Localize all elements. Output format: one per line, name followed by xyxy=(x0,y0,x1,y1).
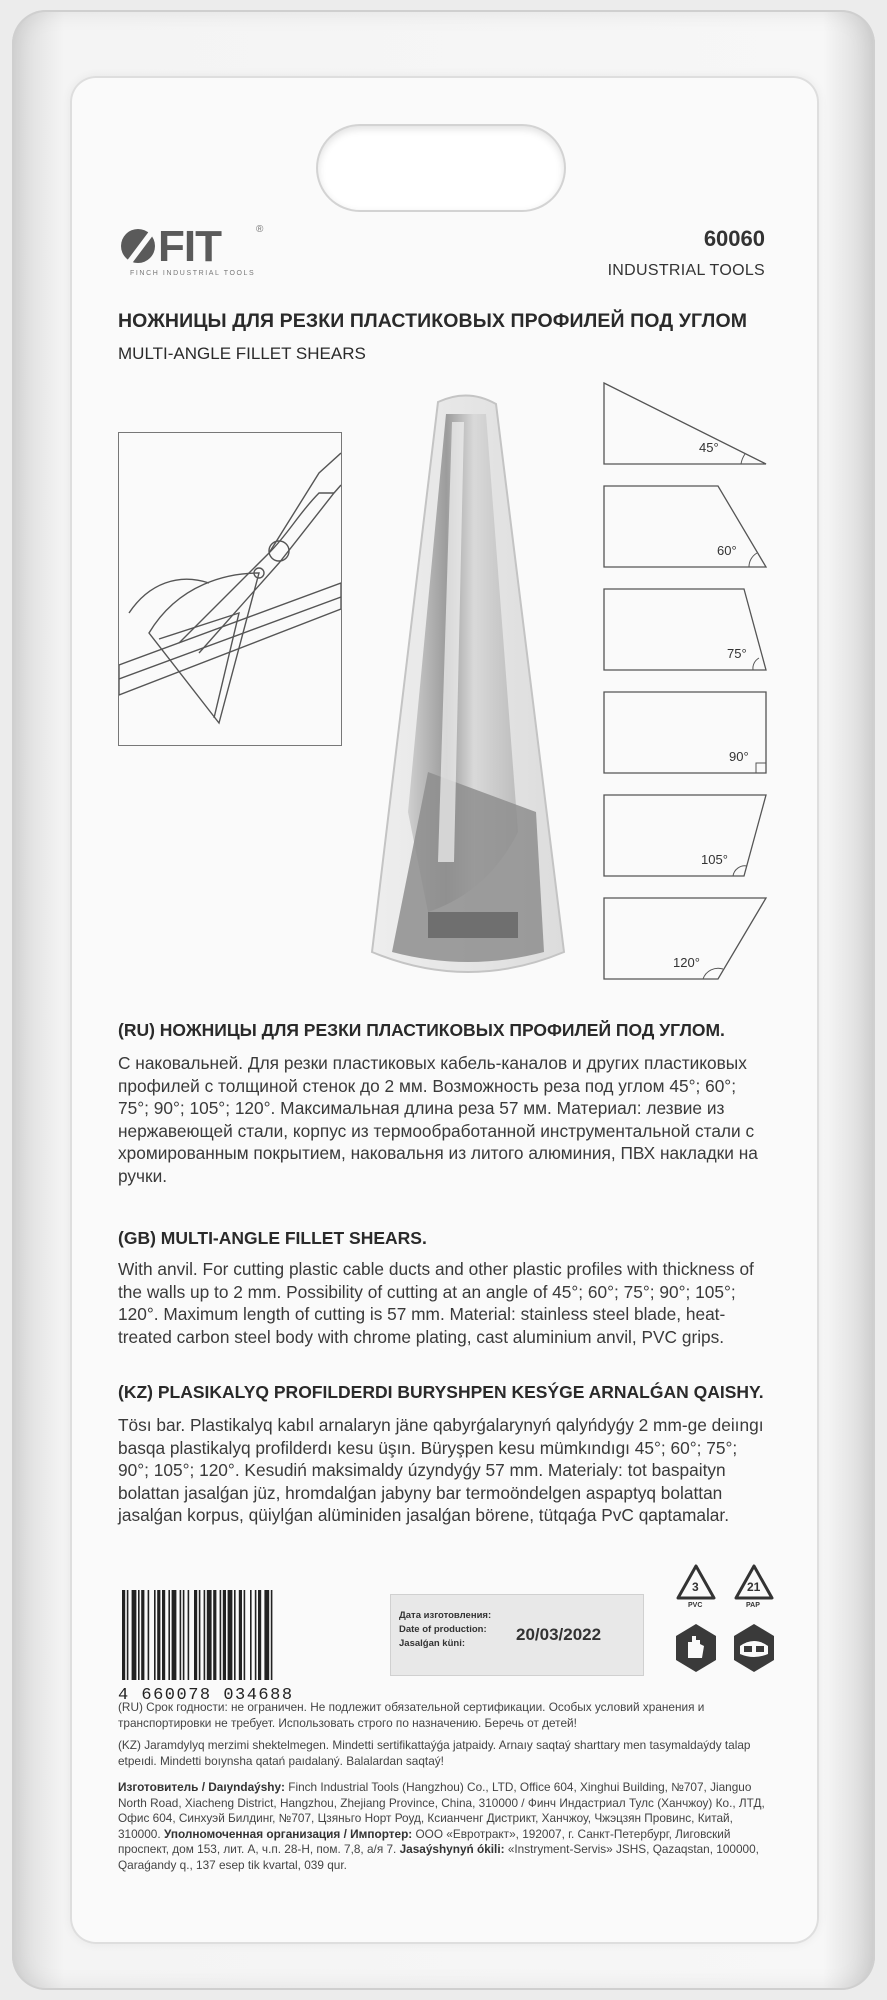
angle-template-120 xyxy=(603,897,768,981)
hang-hole xyxy=(318,126,564,210)
fine-print-ru: (RU) Срок годности: не ограничен. Не подлежит обязательной сертификации. Особых условий хранения и транспортировки не требует. Использовать строго по назначению. Беречь от детей! xyxy=(118,1700,705,1730)
maker-text: Finch Industrial Tools (Hangzhou) Co., LTD, Office 604, Xinghui Building, №707, Jianguo North Road, Xiacheng District, Hangzhou, Zhejiang Province, China, 310000 / Финч Индастриал Тулс (Ханчжоу) Ко., ЛТД, Офис 604, Синхуэй Билдинг, №707, Цзяньго Норт Роуд, Ксианченг Дистрикт, Ханчжоу, Чжэцзян Провинс, Китай, 310000. xyxy=(118,1780,765,1841)
barcode-bar xyxy=(264,1590,269,1680)
kz-rep-text: «Instryment-Servis» JSHS, Qazaqstan, 100000, Qaraǵandy q., 137 esep tik kvartal, 039 qur. xyxy=(118,1842,759,1872)
shears-usage-illustration xyxy=(119,433,341,745)
barcode-bar xyxy=(258,1590,261,1680)
product-title-en: MULTI-ANGLE FILLET SHEARS xyxy=(118,344,366,363)
production-label-kz: Jasalǵan küni: xyxy=(399,1638,465,1649)
angle-label-90: 90° xyxy=(729,749,749,764)
brand-logo xyxy=(118,222,278,278)
product-category: INDUSTRIAL TOOLS xyxy=(607,262,765,279)
logo-subtitle: FINCH INDUSTRIAL TOOLS xyxy=(130,270,256,277)
barcode-bar xyxy=(183,1590,185,1680)
production-label-en: Date of production: xyxy=(399,1624,487,1635)
barcode-bar xyxy=(127,1590,129,1680)
recycle-pvc-number: 3 xyxy=(692,1580,699,1594)
barcode xyxy=(118,1590,368,1710)
barcode-bar xyxy=(204,1590,206,1680)
recycle-pap-number: 21 xyxy=(747,1580,761,1594)
barcode-bar xyxy=(148,1590,150,1680)
angle-label-105: 105° xyxy=(701,852,728,867)
barcode-bar xyxy=(244,1590,246,1680)
fine-print-kz: (KZ) Jaramdylyq merzimi shektelmegen. Mindetti sertifikattaýǵa jatpaidy. Arnaıy saqtaý sharttary men tasymaldaýdy talap etpeıdi. Mindetti boıynsha qatań paıdalaný. Balalardan saqtaý! xyxy=(118,1738,751,1768)
recycling-icons xyxy=(670,1560,782,1690)
production-label-ru: Дата изготовления: xyxy=(399,1610,492,1621)
production-date-labels xyxy=(399,1609,491,1651)
logo-text: FIT xyxy=(158,222,221,271)
barcode-bar xyxy=(154,1590,156,1680)
barcode-bar xyxy=(255,1590,257,1680)
usage-diagram xyxy=(118,432,342,746)
angle-template-90 xyxy=(603,691,768,775)
angle-label-60: 60° xyxy=(717,543,737,558)
barcode-bar xyxy=(188,1590,190,1680)
eye-protection-icon xyxy=(734,1624,774,1672)
recycle-pap-label: PAP xyxy=(746,1602,760,1609)
production-date-box xyxy=(390,1594,644,1676)
importer-label: Уполномоченная организация / Импортер: xyxy=(163,1826,413,1841)
section-body-ru: С наковальней. Для резки пластиковых кабель-каналов и других пластиковых профилей с толщиной стенок до 2 мм. Возможность реза под углом 45°; 60°; 75°; 90°; 105°; 120°. Максимальная длина реза 57 мм. Материал: лезвие из нержавеющей стали, корпус из термообработанной инструментальной стали с хромированным покрытием, наковальня из литого алюминия, ПВХ накладки на ручки. xyxy=(118,1053,758,1186)
angle-template-105 xyxy=(603,794,768,878)
angle-label-45: 45° xyxy=(699,440,719,455)
section-title-gb: (GB) MULTI-ANGLE FILLET SHEARS. xyxy=(118,1228,427,1248)
barcode-bar xyxy=(122,1590,125,1680)
barcode-bar xyxy=(157,1590,160,1680)
section-title-ru: (RU) НОЖНИЦЫ ДЛЯ РЕЗКИ ПЛАСТИКОВЫХ ПРОФИЛЕЙ ПОД УГЛОМ. xyxy=(118,1020,725,1040)
angle-label-75: 75° xyxy=(727,646,747,661)
barcode-bar xyxy=(207,1590,212,1680)
barcode-bar xyxy=(194,1590,197,1680)
shears-product-image xyxy=(368,392,568,986)
barcode-bar xyxy=(180,1590,182,1680)
product-title-ru: НОЖНИЦЫ ДЛЯ РЕЗКИ ПЛАСТИКОВЫХ ПРОФИЛЕЙ ПОД УГЛОМ xyxy=(118,310,748,332)
fine-print-legal xyxy=(118,1780,770,1873)
logo-icon xyxy=(118,224,158,268)
maker-label: Изготовитель / Daıyndaýshy: xyxy=(118,1780,285,1794)
importer-text: ООО «Евротракт», 192007, г. Санкт-Петербург, Лиговский проспект, дом 153, лит. А, ч.п. 28-Н, пом. 7,8, а/я 7. xyxy=(118,1826,731,1856)
angle-template-75 xyxy=(603,588,768,672)
barcode-bar xyxy=(220,1590,222,1680)
kz-rep-label: Jasaýshynyń ókili: xyxy=(399,1842,505,1856)
logo-registered: ® xyxy=(256,224,264,235)
angle-template-45 xyxy=(603,382,768,466)
barcode-bar xyxy=(213,1590,216,1680)
section-body-kz: Tösı bar. Plastikalyq kabıl arnalaryn jäne qabyrǵalarynyń qalyńdyǵy 2 mm-ge deiıngı basqa plastikalyq profilderdı kesu üşın. Büryşpen kesu mümkındıgı 45°; 60°; 75°; 90°; 105°; 120°. Kesudiń maksimaldy úzyndyǵy 57 mm. Materialy: tot baspaityn bolattan jasalǵan jüz, hromdalǵan jabyny bar termoöndelgen aspaptyq bolattan jasalǵan korpus, qüiylǵan alüminiden jasalǵan börene, tütqaǵa PvC qaptamalar. xyxy=(118,1415,764,1525)
shears-blade-image xyxy=(368,392,568,986)
angle-templates xyxy=(603,382,768,1000)
barcode-bar xyxy=(223,1590,226,1680)
angle-label-120: 120° xyxy=(673,955,700,970)
barcode-bars xyxy=(118,1590,368,1682)
barcode-bar xyxy=(168,1590,170,1680)
barcode-bar xyxy=(162,1590,165,1680)
article-number: 60060 xyxy=(703,226,765,251)
angle-template-60 xyxy=(603,485,768,569)
section-title-kz: (KZ) PLASIKALYQ PROFILDERDI BURYSHPEN KESÝGE ARNALǴAN QAISHY. xyxy=(118,1382,764,1402)
barcode-bar xyxy=(250,1590,252,1680)
production-date: 20/03/2022 xyxy=(516,1625,602,1644)
hand-protection-icon xyxy=(676,1624,716,1672)
barcode-bar xyxy=(172,1590,177,1680)
barcode-bar xyxy=(132,1590,137,1680)
recycle-pvc-label: PVC xyxy=(688,1602,703,1609)
barcode-bar xyxy=(239,1590,242,1680)
section-body-gb: With anvil. For cutting plastic cable ducts and other plastic profiles with thickness of the walls up to 2 mm. Possibility of cutting at an angle of 45°; 60°; 75°; 90°; 105°; 120°. Maximum length of cutting is 57 mm. Material: stainless steel blade, heat-treated carbon steel body with chrome plating, cast aluminium anvil, PVC grips. xyxy=(118,1259,754,1347)
barcode-bar xyxy=(138,1590,140,1680)
barcode-bar xyxy=(199,1590,201,1680)
barcode-digits: 4 660078 034688 xyxy=(118,1686,294,1705)
barcode-bar xyxy=(228,1590,233,1680)
barcode-bar xyxy=(234,1590,236,1680)
barcode-bar xyxy=(141,1590,144,1680)
barcode-bar xyxy=(271,1590,273,1680)
